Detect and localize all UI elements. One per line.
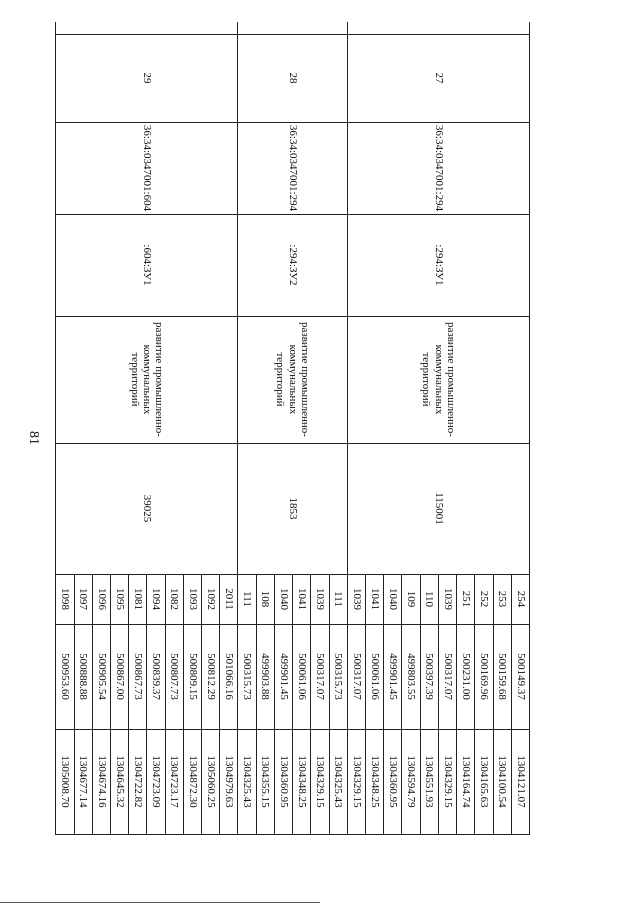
point-number: 1094: [147, 574, 165, 624]
point-number: 110: [420, 574, 438, 624]
plot-designation: :294:ЗУ2: [238, 214, 347, 316]
coordinate-x: 500839.37: [147, 624, 165, 729]
coordinate-y: 1304348.25: [366, 729, 384, 834]
coordinate-y: 1304594.79: [402, 729, 420, 834]
coordinate-y: 1304677.14: [74, 729, 92, 834]
footer-rule: [0, 902, 320, 903]
coordinate-x: 500953.60: [56, 624, 75, 729]
page-number: 81: [26, 431, 41, 445]
coordinate-y: 1304325.43: [329, 729, 347, 834]
coordinate-y: 1304325.43: [238, 729, 256, 834]
coordinate-y: 1304121.07: [511, 729, 529, 834]
coordinate-y: 1304329.15: [347, 729, 365, 834]
coordinate-y: 1304329.15: [438, 729, 456, 834]
coordinate-x: 500231.00: [457, 624, 475, 729]
point-number: 1092: [202, 574, 220, 624]
plot-area: 115001: [347, 443, 529, 574]
rotated-page: [55, 22, 530, 834]
point-number: 1096: [92, 574, 110, 624]
row-number: 27: [347, 34, 529, 122]
plot-area: 1853: [238, 443, 347, 574]
coordinate-y: 1304979.63: [220, 729, 238, 834]
coordinate-y: 1304723.09: [147, 729, 165, 834]
coordinate-x: 500159.68: [493, 624, 511, 729]
table-row: [511, 22, 529, 834]
coordinate-x: 500807.73: [165, 624, 183, 729]
coordinate-x: 500888.88: [74, 624, 92, 729]
plot-area: 39025: [56, 443, 239, 574]
coordinate-x: 500317.07: [438, 624, 456, 729]
coordinate-x: 499903.88: [256, 624, 274, 729]
left-margin-cell: [238, 22, 347, 34]
land-plot-table: [55, 22, 530, 835]
coordinate-x: 500905.54: [92, 624, 110, 729]
coordinate-y: 1305060.25: [202, 729, 220, 834]
coordinate-y: 1304329.15: [311, 729, 329, 834]
coordinate-x: 500317.07: [311, 624, 329, 729]
point-number: 253: [493, 574, 511, 624]
coordinate-y: 1304360.95: [274, 729, 292, 834]
coordinate-x: 500149.37: [511, 624, 529, 729]
point-number: 252: [475, 574, 493, 624]
point-number: 109: [402, 574, 420, 624]
point-number: 1093: [183, 574, 201, 624]
point-number: 1041: [293, 574, 311, 624]
table-row: [220, 22, 238, 834]
left-margin-cell: [347, 22, 529, 34]
coordinate-x: 500169.96: [475, 624, 493, 729]
point-number: 1039: [311, 574, 329, 624]
coordinate-y: 1304674.16: [92, 729, 110, 834]
coordinate-x: 500061.06: [366, 624, 384, 729]
plot-designation: :294:ЗУ1: [347, 214, 529, 316]
point-number: 254: [511, 574, 529, 624]
point-number: 1039: [347, 574, 365, 624]
coordinate-y: 1304723.17: [165, 729, 183, 834]
row-number: 28: [238, 34, 347, 122]
coordinate-x: 499803.55: [402, 624, 420, 729]
point-number: 1095: [110, 574, 128, 624]
coordinate-y: 1304645.32: [110, 729, 128, 834]
point-number: 1039: [438, 574, 456, 624]
coordinate-y: 1304872.30: [183, 729, 201, 834]
coordinate-x: 500812.29: [202, 624, 220, 729]
coordinate-x: 500867.00: [110, 624, 128, 729]
point-number: 111: [238, 574, 256, 624]
point-number: 1098: [56, 574, 75, 624]
coordinate-y: 1304722.82: [129, 729, 147, 834]
permitted-use: развитие промышленно-коммунальных территорий: [238, 316, 347, 443]
coordinate-y: 1304164.74: [457, 729, 475, 834]
cadastral-number: 36:34:0347001:294: [238, 122, 347, 214]
coordinate-x: 500315.73: [238, 624, 256, 729]
point-number: 1040: [384, 574, 402, 624]
point-number: 1082: [165, 574, 183, 624]
point-number: 1081: [129, 574, 147, 624]
coordinate-x: 500315.73: [329, 624, 347, 729]
coordinate-y: 1305008.70: [56, 729, 75, 834]
permitted-use: развитие промышленно-коммунальных территорий: [347, 316, 529, 443]
coordinate-y: 1304165.63: [475, 729, 493, 834]
coordinate-x: 499901.45: [274, 624, 292, 729]
point-number: 111: [329, 574, 347, 624]
coordinate-x: 499901.45: [384, 624, 402, 729]
point-number: 1041: [366, 574, 384, 624]
coordinate-y: 1304348.25: [293, 729, 311, 834]
coordinate-x: 500809.15: [183, 624, 201, 729]
left-margin-cell: [56, 22, 239, 34]
coordinate-x: 500317.07: [347, 624, 365, 729]
coordinate-x: 500061.06: [293, 624, 311, 729]
table-body: [56, 22, 530, 834]
point-number: 1097: [74, 574, 92, 624]
coordinate-x: 500397.39: [420, 624, 438, 729]
point-number: 1040: [274, 574, 292, 624]
permitted-use: развитие промышленно-коммунальных территорий: [56, 316, 239, 443]
coordinate-y: 1304355.15: [256, 729, 274, 834]
coordinate-y: 1304360.95: [384, 729, 402, 834]
point-number: 2011: [220, 574, 238, 624]
cadastral-number: 36:34:0347001:604: [56, 122, 239, 214]
table-row: [329, 22, 347, 834]
coordinate-x: 501066.16: [220, 624, 238, 729]
cadastral-number: 36:34:0347001:294: [347, 122, 529, 214]
coordinate-y: 1304100.54: [493, 729, 511, 834]
row-number: 29: [56, 34, 239, 122]
plot-designation: :604:ЗУ1: [56, 214, 239, 316]
coordinate-y: 1304551.93: [420, 729, 438, 834]
point-number: 251: [457, 574, 475, 624]
point-number: 108: [256, 574, 274, 624]
coordinate-x: 500867.73: [129, 624, 147, 729]
